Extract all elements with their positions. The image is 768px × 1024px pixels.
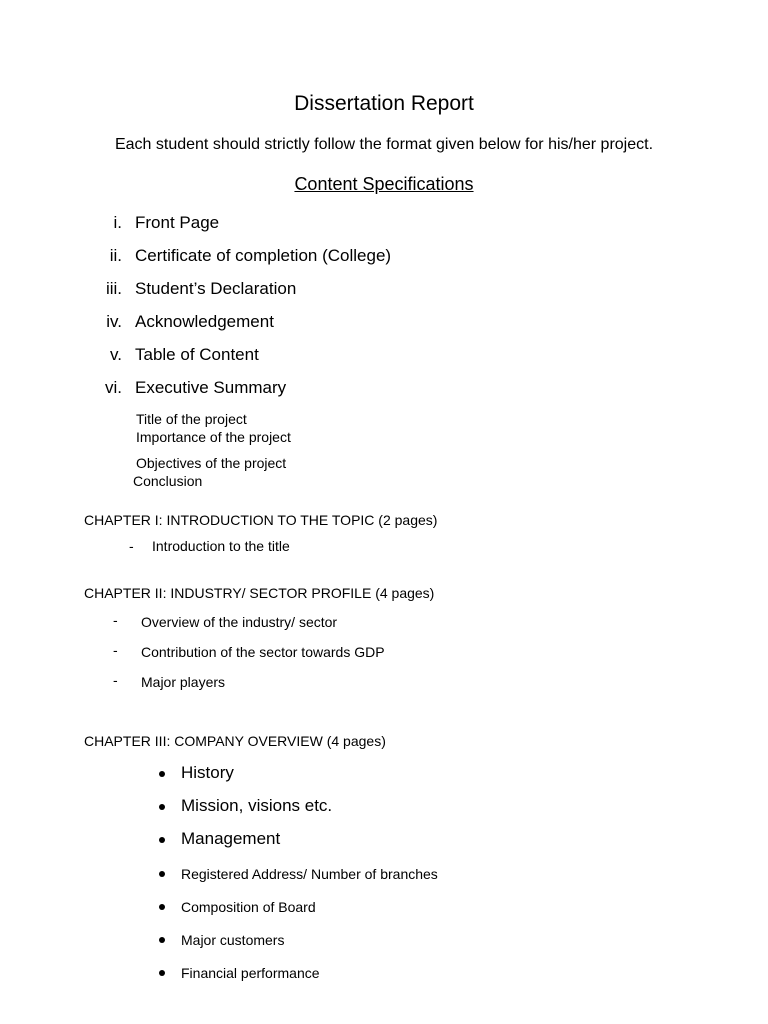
bullet-icon bbox=[159, 871, 165, 877]
bullet-icon bbox=[159, 937, 165, 943]
chapter-3-item-board: Composition of Board bbox=[181, 899, 316, 915]
bullet-icon bbox=[159, 970, 165, 976]
document-title: Dissertation Report bbox=[294, 92, 474, 115]
bullet-icon bbox=[159, 837, 165, 843]
dash-marker: - bbox=[113, 672, 118, 688]
chapter-2-item: Major players bbox=[141, 674, 226, 690]
list-item-acknowledgement: Acknowledgement bbox=[135, 312, 274, 331]
chapter-3-item-address: Registered Address/ Number of branches bbox=[181, 866, 438, 882]
list-item-number: ii. bbox=[109, 246, 122, 265]
chapter-3-item-mission: Mission, visions etc. bbox=[181, 796, 333, 815]
chapter-3-item-management: Management bbox=[181, 829, 281, 848]
summary-item-objectives: Objectives of the project bbox=[136, 455, 287, 471]
summary-item-importance: Importance of the project bbox=[136, 429, 291, 445]
chapter-2-item: Overview of the industry/ sector bbox=[141, 614, 338, 630]
bullet-icon bbox=[159, 904, 165, 910]
chapter-3-item-history: History bbox=[181, 763, 234, 782]
list-item-number: iv. bbox=[106, 312, 122, 331]
list-item-number: i. bbox=[113, 213, 122, 232]
chapter-1-item: Introduction to the title bbox=[152, 538, 290, 554]
bullet-icon bbox=[159, 771, 165, 777]
chapter-3-item-customers: Major customers bbox=[181, 932, 285, 948]
dash-marker: - bbox=[113, 642, 118, 658]
list-item-executive-summary: Executive Summary bbox=[135, 378, 287, 397]
list-item-number: v. bbox=[110, 345, 122, 364]
chapter-3-heading: CHAPTER III: COMPANY OVERVIEW (4 pages) bbox=[84, 733, 386, 749]
chapter-1-heading: CHAPTER I: INTRODUCTION TO THE TOPIC (2 pages) bbox=[84, 512, 438, 528]
bullet-icon bbox=[159, 804, 165, 810]
summary-item-title: Title of the project bbox=[136, 411, 247, 427]
list-item-table-of-content: Table of Content bbox=[135, 345, 259, 364]
list-item-front-page: Front Page bbox=[135, 213, 220, 232]
list-item-number: vi. bbox=[105, 378, 122, 397]
dash-marker: - bbox=[113, 612, 118, 628]
chapter-2-item: Contribution of the sector towards GDP bbox=[141, 644, 385, 660]
chapter-2-heading: CHAPTER II: INDUSTRY/ SECTOR PROFILE (4 pages) bbox=[84, 585, 435, 601]
list-item-declaration: Student’s Declaration bbox=[135, 279, 297, 298]
content-specifications-heading bbox=[0, 174, 768, 195]
document-intro: Each student should strictly follow the format given below for his/her project. bbox=[114, 136, 654, 153]
summary-item-conclusion: Conclusion bbox=[133, 473, 203, 489]
list-item-certificate: Certificate of completion (College) bbox=[135, 246, 392, 265]
list-item-number: iii. bbox=[105, 279, 122, 298]
content-specifications-label: Content Specifications bbox=[294, 174, 474, 194]
dash-marker: - bbox=[129, 538, 134, 554]
chapter-3-item-financial: Financial performance bbox=[181, 965, 320, 981]
